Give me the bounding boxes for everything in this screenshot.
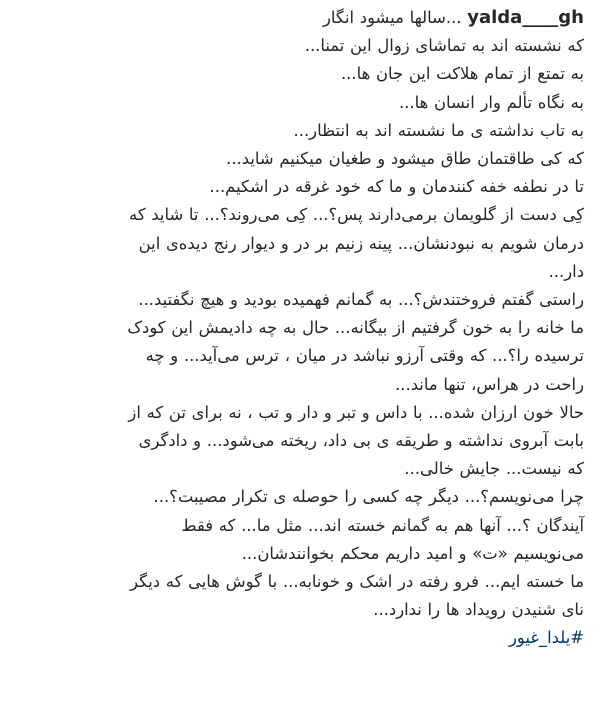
caption-text (14, 4, 584, 653)
caption-line: به تاب نداشته ی ما نشسته اند به انتظار... (293, 120, 584, 140)
caption-line: می‌نویسیم «ت» و امید داریم محکم بخوانندشان... (241, 543, 584, 563)
caption-line: ما خانه را به خون گرفتیم از بیگانه... حال به چه دادیمش این کودک (127, 318, 584, 338)
caption-line: راحت در هراس، تنها ماند... (395, 374, 584, 394)
caption-line: به تمتع از تمام هلاکت این جان ها... (340, 64, 584, 84)
post-caption (14, 4, 584, 710)
hashtag-link[interactable]: #یلدا_غیور (509, 628, 584, 648)
caption-line: چرا می‌نویسم؟... دیگر چه کسی را حوصله ی تکرار مصیبت؟... (153, 487, 584, 507)
caption-line: نای شنیدن رویداد ها را ندارد... (373, 600, 584, 620)
caption-line: که نیست... جایش خالی... (404, 459, 584, 479)
caption-line: ما خسته ایم... فرو رفته در اشک و خونابه... با گوش هایی که دیگر (130, 572, 584, 592)
caption-line: ترسیده را؟... که وقتی آرزو نباشد در میان ، ترس می‌آید... و چه (145, 346, 584, 366)
caption-line: کِی دست از گلویمان برمی‌دارند پس؟... کِی می‌روند؟... تا شاید که (129, 205, 584, 225)
caption-line: به نگاه تألم وار انسان ها... (399, 92, 584, 112)
caption-line: دار... (548, 261, 584, 281)
username-link[interactable]: yalda____gh (467, 7, 584, 28)
caption-line: حالا خون ارزان شده... با داس و تبر و دار و تب ، نه برای تن که از (128, 402, 584, 422)
caption-line: که کی طاقتمان طاق میشود و طغیان میکنیم شاید... (226, 149, 584, 169)
caption-line: راستی گفتم فروختندش؟... به گمانم فهمیده بودید و هیچ نگفتید... (138, 290, 584, 310)
caption-line: بابت آبروی نداشته و طریقه ی بی داد، ریخته می‌شود... و دادگری (138, 431, 584, 451)
caption-line: تا در نطفه خفه کنندمان و ما که خود غرقه در اشکیم... (209, 177, 584, 197)
caption-line: درمان شویم به نبودنشان... پینه زنیم بر در و دیوار رنج دیده‌ی این (138, 233, 584, 253)
caption-line: ...سالها میشود انگار (322, 8, 462, 27)
caption-line: که نشسته اند به تماشای زوال این تمنا... (304, 36, 584, 56)
caption-line: آیندگان ؟... آنها هم به گمانم خسته اند... مثل ما... که فقط (181, 515, 584, 535)
